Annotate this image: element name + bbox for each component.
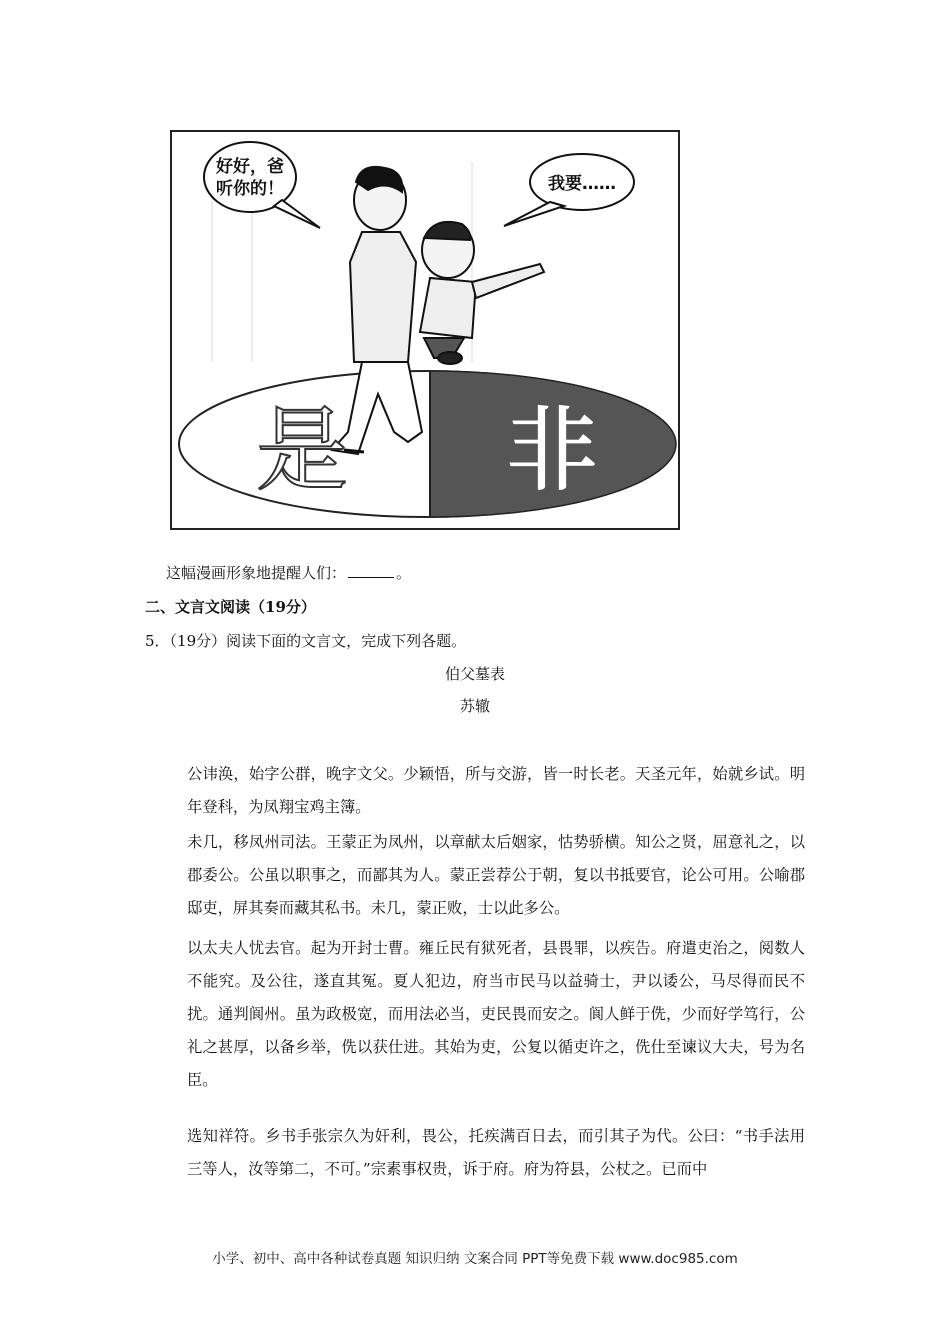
- answer-blank[interactable]: [348, 563, 394, 578]
- paragraph-4: 选知祥符。乡书手张宗久为奸利，畏公，托疾满百日去，而引其子为代。公曰：“书手法用三等人，汝等第二，不可。”宗素事权贵，诉于府。府为符县，公杖之。已而中: [187, 1127, 805, 1178]
- speech-bubble-left: [204, 142, 320, 228]
- text-title: 伯父墓表: [444, 665, 505, 683]
- paragraph-3: 以太夫人忧去官。起为开封士曹。雍丘民有狱死者，县畏罪，以疾告。府遣吏治之，阅数人不能究。及公往，遂直其冤。夏人犯边，府当市民马以益骑士，尹以诿公，马尽得而民不扰。通判阆州。虽为政极宽，而用法必当，吏民畏而安之。阆人鲜于侁，少而好学笃行，公礼之甚厚，以备乡举，侁以获仕进。其始为吏，公复以循吏许之，侁仕至谏议大夫，号为名臣。: [187, 939, 805, 1089]
- bubble-right-text: 我要……: [548, 174, 616, 194]
- text-author: 苏辙: [459, 697, 490, 715]
- page-footer: 小学、初中、高中各种试卷真题 知识归纳 文案合同 PPT等免费下载 www.doc985.com: [212, 1251, 738, 1267]
- speech-bubble-right: [504, 154, 634, 226]
- paragraph-2: 未几，移凤州司法。王蒙正为凤州，以章献太后姻家，怙势骄横。知公之贤，屈意礼之，以郡委公。公虽以职事之，而鄙其为人。蒙正尝荐公于朝，复以书抵要官，论公可用。公喻郡邸吏，屏其奏而藏其私书。未几，蒙正败，士以此多公。: [187, 833, 805, 917]
- question-stem: 5．（19分）阅读下面的文言文，完成下列各题。: [145, 632, 467, 650]
- bubble-left-line2: 听你的！: [216, 179, 284, 199]
- floor-char-left: 是: [255, 397, 349, 504]
- bubble-left-line1: 好好，爸: [216, 157, 284, 177]
- child-figure: [420, 222, 544, 364]
- cartoon-caption: 这幅漫画形象地提醒人们： 。: [166, 564, 412, 582]
- paragraph-1: 公讳涣，始字公群，晚字文父。少颖悟，所与交游，皆一时长老。天圣元年，始就乡试。明年登科，为凤翔宝鸡主簿。: [187, 765, 805, 816]
- section-title: 二、文言文阅读（19分）: [145, 598, 316, 616]
- floor-char-right: 非: [505, 397, 599, 504]
- cartoon-illustration: [170, 130, 680, 530]
